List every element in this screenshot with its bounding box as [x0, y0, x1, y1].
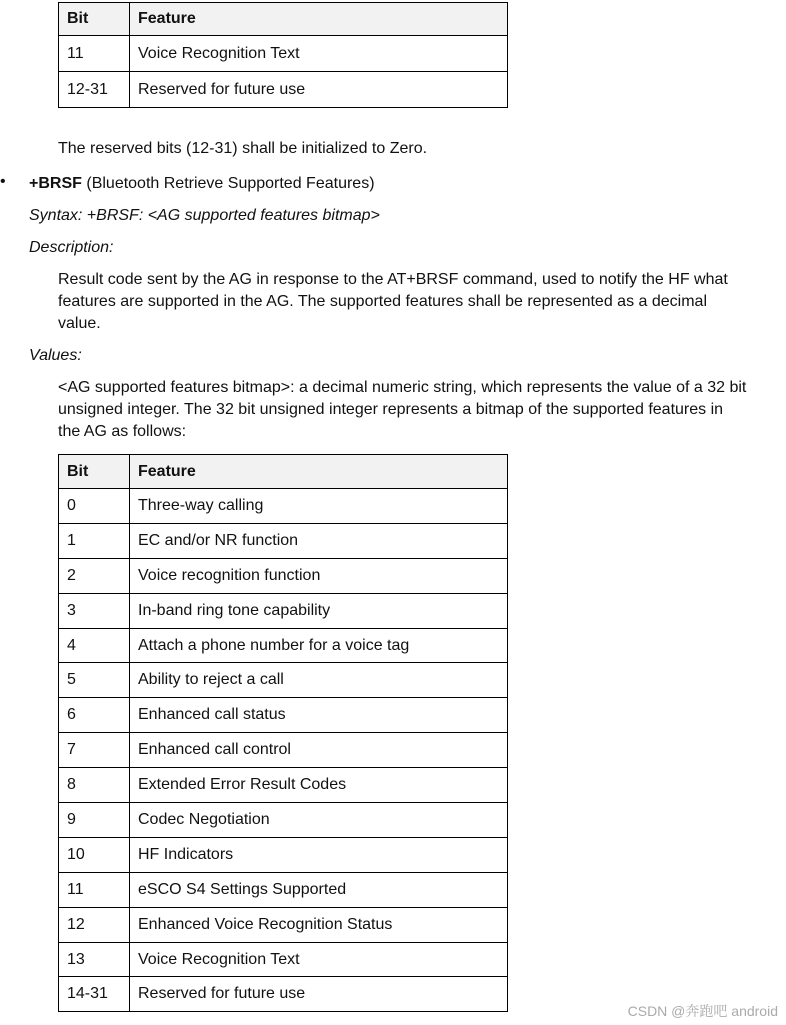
values-line: <AG supported features bitmap>: a decimal numeric string, which represents the value of a 32 bit — [58, 379, 747, 396]
brsf-code: +BRSF — [29, 175, 82, 192]
table-row — [59, 803, 508, 838]
syntax-line: Syntax: +BRSF: <AG supported features bitmap> — [29, 207, 380, 224]
bullet-marker: • — [0, 173, 6, 190]
bit-cell: 11 — [59, 36, 130, 72]
feature-cell: HF Indicators — [130, 837, 508, 872]
description-line: value. — [58, 315, 101, 332]
feature-cell: Voice Recognition Text — [130, 942, 508, 977]
table-row — [59, 977, 508, 1012]
feature-cell: Enhanced call status — [130, 698, 508, 733]
bit-cell: 3 — [59, 593, 130, 628]
description-line: Result code sent by the AG in response to the AT+BRSF command, used to notify the HF what — [58, 271, 728, 288]
table-header-row — [59, 455, 508, 489]
table-row — [59, 872, 508, 907]
feature-cell: Extended Error Result Codes — [130, 768, 508, 803]
column-header-feature: Feature — [130, 455, 508, 489]
column-header-bit: Bit — [59, 455, 130, 489]
bit-cell: 4 — [59, 628, 130, 663]
bit-cell: 14-31 — [59, 977, 130, 1012]
feature-cell: eSCO S4 Settings Supported — [130, 872, 508, 907]
feature-cell: Attach a phone number for a voice tag — [130, 628, 508, 663]
description-text — [58, 269, 728, 335]
table-row — [59, 36, 508, 72]
brsf-title: (Bluetooth Retrieve Supported Features) — [86, 175, 375, 192]
feature-cell: Reserved for future use — [130, 977, 508, 1012]
feature-cell: Ability to reject a call — [130, 663, 508, 698]
table-row — [59, 698, 508, 733]
feature-cell: Enhanced Voice Recognition Status — [130, 907, 508, 942]
feature-cell: Enhanced call control — [130, 733, 508, 768]
bit-cell: 10 — [59, 837, 130, 872]
column-header-bit: Bit — [59, 3, 130, 36]
bit-cell: 2 — [59, 558, 130, 593]
table-row — [59, 489, 508, 524]
bit-cell: 5 — [59, 663, 130, 698]
bit-cell: 8 — [59, 768, 130, 803]
bit-cell: 13 — [59, 942, 130, 977]
watermark: CSDN @奔跑吧 android — [627, 1003, 778, 1019]
table-row — [59, 663, 508, 698]
table-row — [59, 523, 508, 558]
feature-cell: Voice recognition function — [130, 558, 508, 593]
bit-cell: 1 — [59, 523, 130, 558]
table-row — [59, 733, 508, 768]
feature-cell: Three-way calling — [130, 489, 508, 524]
table-row — [59, 72, 508, 108]
table-header-row — [59, 3, 508, 36]
description-line: features are supported in the AG. The supported features shall be represented as a decimal — [58, 293, 707, 310]
table-row — [59, 837, 508, 872]
feature-cell: In-band ring tone capability — [130, 593, 508, 628]
table-row — [59, 907, 508, 942]
feature-cell: Voice Recognition Text — [130, 36, 508, 72]
ag-supported-features-table — [58, 454, 508, 1012]
brsf-heading — [29, 173, 375, 195]
bit-cell: 0 — [59, 489, 130, 524]
table-row — [59, 558, 508, 593]
table-row — [59, 593, 508, 628]
values-text — [58, 377, 746, 443]
bit-cell: 6 — [59, 698, 130, 733]
bit-cell: 9 — [59, 803, 130, 838]
feature-table-continued — [58, 2, 508, 108]
values-label: Values: — [29, 347, 82, 364]
column-header-feature: Feature — [130, 3, 508, 36]
table-row — [59, 942, 508, 977]
table-row — [59, 628, 508, 663]
reserved-bits-note: The reserved bits (12-31) shall be initialized to Zero. — [58, 140, 428, 157]
values-line: the AG as follows: — [58, 423, 187, 440]
bit-cell: 12 — [59, 907, 130, 942]
table-row — [59, 768, 508, 803]
feature-cell: Reserved for future use — [130, 72, 508, 108]
feature-cell: EC and/or NR function — [130, 523, 508, 558]
description-label: Description: — [29, 239, 114, 256]
values-line: unsigned integer. The 32 bit unsigned integer represents a bitmap of the supported features in — [58, 401, 724, 418]
bit-cell: 7 — [59, 733, 130, 768]
bit-cell: 11 — [59, 872, 130, 907]
feature-cell: Codec Negotiation — [130, 803, 508, 838]
table-body — [59, 489, 508, 1012]
bit-cell: 12-31 — [59, 72, 130, 108]
